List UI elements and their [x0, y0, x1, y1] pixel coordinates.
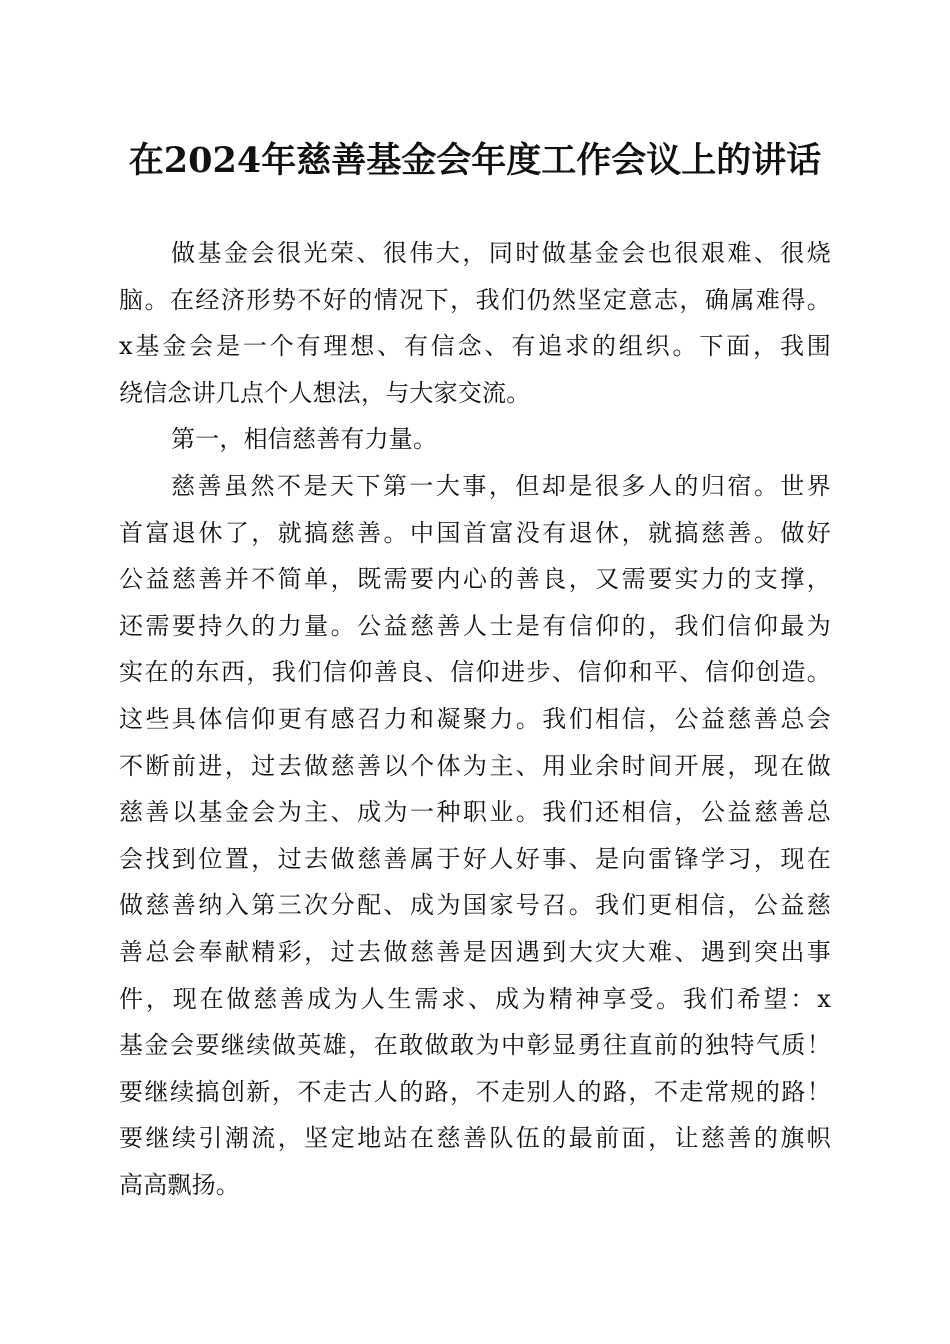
paragraph-line: 实在的东西，我们信仰善良、信仰进步、信仰和平、信仰创造。 [119, 658, 831, 687]
section-heading [119, 416, 831, 463]
paragraph-line: 高高飘扬。 [119, 1170, 240, 1199]
paragraph-line: 不断前进，过去做慈善以个体为主、用业余时间开展，现在做 [119, 751, 831, 780]
paragraph-line: 基金会要继续做英雄，在敢做敢为中彰显勇往直前的独特气质！ [119, 1031, 831, 1060]
paragraph-line: 这些具体信仰更有感召力和凝聚力。我们相信，公益慈善总会 [119, 704, 831, 733]
paragraph-line: 公益慈善并不简单，既需要内心的善良，又需要实力的支撑， [119, 565, 831, 594]
paragraph-line: 脑。在经济形势不好的情况下，我们仍然坚定意志，确属难得。 [119, 285, 831, 314]
paragraph-line: 件，现在做慈善成为人生需求、成为精神享受。我们希望：x [119, 984, 831, 1013]
paragraph-line: 做基金会很光荣、很伟大，同时做基金会也很艰难、很烧 [171, 239, 831, 267]
document-body [119, 230, 831, 1208]
paragraph-line: 绕信念讲几点个人想法，与大家交流。 [119, 378, 531, 407]
paragraph-line: 慈善以基金会为主、成为一种职业。我们还相信，公益慈善总 [119, 798, 831, 827]
paragraph-line: 要继续引潮流，坚定地站在慈善队伍的最前面，让慈善的旗帜 [119, 1124, 831, 1153]
paragraph-line: 还需要持久的力量。公益慈善人士是有信仰的，我们信仰最为 [119, 611, 831, 640]
paragraph-line: 做慈善纳入第三次分配、成为国家号召。我们更相信，公益慈 [119, 891, 831, 920]
document-title: 在2024年慈善基金会年度工作会议上的讲话 [128, 140, 822, 181]
paragraph-intro [119, 230, 831, 416]
paragraph-line: 会找到位置，过去做慈善属于好人好事、是向雷锋学习，现在 [119, 844, 831, 873]
paragraph-line: 慈善虽然不是天下第一大事，但却是很多人的归宿。世界 [171, 471, 831, 500]
paragraph-line: 要继续搞创新，不走古人的路，不走别人的路，不走常规的路！ [119, 1077, 831, 1106]
paragraph-line: 善总会奉献精彩，过去做慈善是因遇到大灾大难、遇到突出事 [119, 937, 831, 966]
section-heading-text: 第一，相信慈善有力量。 [171, 425, 438, 454]
paragraph-line: 首富退休了，就搞慈善。中国首富没有退休，就搞慈善。做好 [119, 518, 831, 547]
paragraph-body [119, 463, 831, 1209]
paragraph-line: x基金会是一个有理想、有信念、有追求的组织。下面，我围 [119, 332, 831, 361]
